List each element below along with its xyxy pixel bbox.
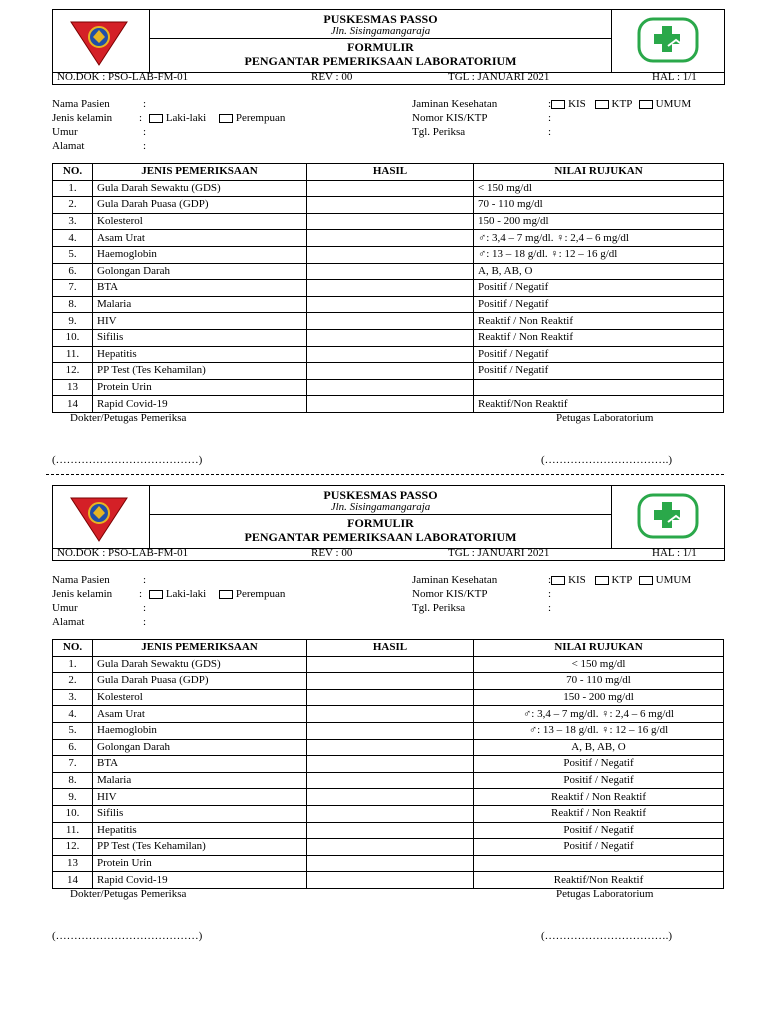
row-number: 9. (53, 313, 93, 330)
table-row (53, 756, 724, 773)
umum-label: UMUM (655, 98, 692, 110)
exam-date-label: Tgl. Periksa (412, 602, 466, 614)
header-center (150, 486, 611, 548)
result-cell[interactable] (307, 739, 474, 756)
table-row (53, 789, 724, 806)
colon: : (548, 602, 552, 614)
doctor-signature-label: Dokter/Petugas Pemeriksa (70, 888, 187, 900)
result-cell[interactable] (307, 656, 474, 673)
result-cell[interactable] (307, 379, 474, 396)
test-name: PP Test (Tes Kehamilan) (93, 363, 307, 380)
puskesmas-logo (611, 486, 724, 548)
colon: : (548, 126, 552, 138)
result-cell[interactable] (307, 197, 474, 214)
table-row (53, 739, 724, 756)
reference-value: Reaktif / Non Reaktif (474, 329, 724, 346)
gender-label: Jenis kelamin (52, 588, 113, 600)
colon: : (143, 616, 147, 628)
test-name: Asam Urat (93, 230, 307, 247)
document-date: TGL : JANUARI 2021 (448, 71, 550, 83)
lab-officer-signature-line[interactable]: (…………………………….) (541, 454, 673, 466)
form-label: FORMULIR (347, 516, 414, 530)
reference-value: ♂: 3,4 – 7 mg/dl. ♀: 2,4 – 6 mg/dl (474, 230, 724, 247)
colon: : (143, 140, 147, 152)
table-row (53, 230, 724, 247)
reference-value: Positif / Negatif (474, 839, 724, 856)
test-name: Haemoglobin (93, 722, 307, 739)
table-body (53, 180, 724, 412)
umum-label: UMUM (655, 574, 692, 586)
lab-test-table (52, 163, 724, 413)
reference-value: Reaktif/Non Reaktif (474, 872, 724, 889)
male-checkbox[interactable] (149, 590, 163, 599)
row-number: 13 (53, 855, 93, 872)
test-name: PP Test (Tes Kehamilan) (93, 839, 307, 856)
test-name: Haemoglobin (93, 246, 307, 263)
reference-value: < 150 mg/dl (474, 180, 724, 197)
test-name: Gula Darah Puasa (GDP) (93, 673, 307, 690)
table-row (53, 296, 724, 313)
table-row (53, 263, 724, 280)
result-cell[interactable] (307, 346, 474, 363)
table-row (53, 246, 724, 263)
institution-name: PUSKESMAS PASSO (323, 488, 438, 502)
gender-label: Jenis kelamin (52, 112, 113, 124)
row-number: 4. (53, 230, 93, 247)
result-cell[interactable] (307, 263, 474, 280)
female-checkbox[interactable] (219, 114, 233, 123)
result-cell[interactable] (307, 839, 474, 856)
form-label: FORMULIR (347, 40, 414, 54)
reference-value: Positif / Negatif (474, 772, 724, 789)
age-label: Umur (52, 126, 78, 138)
result-cell[interactable] (307, 756, 474, 773)
row-number: 2. (53, 673, 93, 690)
reference-value (474, 855, 724, 872)
colon: : (548, 98, 552, 110)
row-number: 3. (53, 213, 93, 230)
reference-value: Positif / Negatif (474, 363, 724, 380)
male-label: Laki-laki (165, 588, 207, 600)
reference-value: Reaktif/Non Reaktif (474, 396, 724, 413)
table-row (53, 396, 724, 413)
result-cell[interactable] (307, 230, 474, 247)
doc-number: NO.DOK : PSO-LAB-FM-01 (57, 547, 189, 559)
row-number: 13 (53, 379, 93, 396)
test-name: BTA (93, 280, 307, 297)
table-row (53, 772, 724, 789)
reference-value: 150 - 200 mg/dl (474, 689, 724, 706)
table-row (53, 805, 724, 822)
row-number: 8. (53, 772, 93, 789)
address-label: Alamat (52, 616, 85, 628)
doctor-signature-label: Dokter/Petugas Pemeriksa (70, 412, 187, 424)
lab-officer-signature-line[interactable]: (…………………………….) (541, 930, 673, 942)
test-name: Sifilis (93, 329, 307, 346)
row-number: 1. (53, 656, 93, 673)
test-name: Protein Urin (93, 855, 307, 872)
address-label: Alamat (52, 140, 85, 152)
female-label: Perempuan (235, 112, 286, 124)
result-cell[interactable] (307, 280, 474, 297)
form-header (52, 485, 725, 549)
test-name: Rapid Covid-19 (93, 872, 307, 889)
regional-emblem-logo (53, 486, 150, 548)
test-name: Gula Darah Sewaktu (GDS) (93, 656, 307, 673)
colon: : (143, 98, 147, 110)
table-row (53, 363, 724, 380)
card-number-label: Nomor KIS/KTP (412, 588, 488, 600)
test-name: Hepatitis (93, 346, 307, 363)
table-row (53, 656, 724, 673)
page-number: HAL : 1/1 (652, 71, 697, 83)
colon: : (143, 574, 147, 586)
reference-value: Reaktif / Non Reaktif (474, 789, 724, 806)
row-number: 7. (53, 756, 93, 773)
result-cell[interactable] (307, 213, 474, 230)
colon: : (143, 126, 147, 138)
test-name: Kolesterol (93, 689, 307, 706)
row-number: 7. (53, 280, 93, 297)
result-cell[interactable] (307, 805, 474, 822)
row-number: 14 (53, 396, 93, 413)
reference-value: A, B, AB, O (474, 263, 724, 280)
row-number: 2. (53, 197, 93, 214)
reference-value: Reaktif / Non Reaktif (474, 805, 724, 822)
result-cell[interactable] (307, 872, 474, 889)
umum-checkbox[interactable] (639, 100, 653, 109)
result-cell[interactable] (307, 246, 474, 263)
revision: REV : 00 (311, 71, 353, 83)
test-name: BTA (93, 756, 307, 773)
insurance-label: Jaminan Kesehatan (412, 98, 498, 110)
table-row (53, 822, 724, 839)
colon: : (548, 112, 552, 124)
doctor-signature-line[interactable]: (…………………………………) (52, 454, 203, 466)
kis-checkbox[interactable] (551, 576, 565, 585)
reference-value: ♂: 13 – 18 g/dl. ♀: 12 – 16 g/dl (474, 722, 724, 739)
lab-officer-signature-label: Petugas Laboratorium (556, 412, 654, 424)
cut-line (46, 474, 724, 475)
doctor-signature-line[interactable]: (…………………………………) (52, 930, 203, 942)
row-number: 1. (53, 180, 93, 197)
kis-label: KIS (568, 98, 586, 110)
kis-label: KIS (568, 574, 586, 586)
form-title: PENGANTAR PEMERIKSAAN LABORATORIUM (244, 54, 517, 68)
test-name: Rapid Covid-19 (93, 396, 307, 413)
test-name: Golongan Darah (93, 739, 307, 756)
column-header: HASIL (307, 640, 474, 657)
table-row (53, 689, 724, 706)
reference-value: Positif / Negatif (474, 296, 724, 313)
row-number: 11. (53, 822, 93, 839)
column-header: HASIL (307, 164, 474, 181)
form-header (52, 9, 725, 73)
result-cell[interactable] (307, 789, 474, 806)
table-row (53, 379, 724, 396)
reference-value: ♂: 13 – 18 g/dl. ♀: 12 – 16 g/dl (474, 246, 724, 263)
lab-test-table (52, 639, 724, 889)
male-checkbox[interactable] (149, 114, 163, 123)
table-row (53, 313, 724, 330)
reference-value: Positif / Negatif (474, 822, 724, 839)
test-name: Malaria (93, 772, 307, 789)
result-cell[interactable] (307, 722, 474, 739)
row-number: 10. (53, 805, 93, 822)
ktp-checkbox[interactable] (595, 576, 609, 585)
row-number: 12. (53, 839, 93, 856)
table-header-row (53, 164, 724, 181)
revision: REV : 00 (311, 547, 353, 559)
insurance-label: Jaminan Kesehatan (412, 574, 498, 586)
row-number: 10. (53, 329, 93, 346)
institution-address: Jln. Sisingamangaraja (330, 501, 431, 513)
result-cell[interactable] (307, 855, 474, 872)
umum-checkbox[interactable] (639, 576, 653, 585)
ktp-checkbox[interactable] (595, 100, 609, 109)
regional-emblem-logo (53, 10, 150, 72)
test-name: Sifilis (93, 805, 307, 822)
result-cell[interactable] (307, 363, 474, 380)
ktp-label: KTP (611, 98, 632, 110)
insurance-options (548, 574, 691, 586)
table-row (53, 839, 724, 856)
row-number: 4. (53, 706, 93, 723)
row-number: 3. (53, 689, 93, 706)
reference-value: 150 - 200 mg/dl (474, 213, 724, 230)
row-number: 12. (53, 363, 93, 380)
table-row (53, 706, 724, 723)
table-row (53, 346, 724, 363)
test-name: Gula Darah Puasa (GDP) (93, 197, 307, 214)
insurance-options (548, 98, 691, 110)
test-name: Gula Darah Sewaktu (GDS) (93, 180, 307, 197)
gender-options (139, 588, 285, 600)
result-cell[interactable] (307, 296, 474, 313)
patient-name-label: Nama Pasien (52, 98, 110, 110)
reference-value: Positif / Negatif (474, 756, 724, 773)
patient-name-label: Nama Pasien (52, 574, 110, 586)
test-name: Golongan Darah (93, 263, 307, 280)
row-number: 9. (53, 789, 93, 806)
table-row (53, 855, 724, 872)
result-cell[interactable] (307, 329, 474, 346)
result-cell[interactable] (307, 673, 474, 690)
column-header: JENIS PEMERIKSAAN (93, 164, 307, 181)
table-body (53, 656, 724, 888)
result-cell[interactable] (307, 772, 474, 789)
form-title: PENGANTAR PEMERIKSAAN LABORATORIUM (244, 530, 517, 544)
result-cell[interactable] (307, 689, 474, 706)
colon: : (548, 588, 552, 600)
female-label: Perempuan (235, 588, 286, 600)
row-number: 5. (53, 722, 93, 739)
kis-checkbox[interactable] (551, 100, 565, 109)
header-center (150, 10, 611, 72)
test-name: HIV (93, 789, 307, 806)
reference-value: < 150 mg/dl (474, 656, 724, 673)
puskesmas-logo (611, 10, 724, 72)
table-row (53, 872, 724, 889)
colon: : (548, 574, 552, 586)
column-header: NO. (53, 164, 93, 181)
row-number: 8. (53, 296, 93, 313)
column-header: NILAI RUJUKAN (474, 640, 724, 657)
result-cell[interactable] (307, 396, 474, 413)
reference-value: ♂: 3,4 – 7 mg/dl. ♀: 2,4 – 6 mg/dl (474, 706, 724, 723)
table-row (53, 213, 724, 230)
column-header: NILAI RUJUKAN (474, 164, 724, 181)
row-number: 6. (53, 263, 93, 280)
reference-value: 70 - 110 mg/dl (474, 197, 724, 214)
table-row (53, 329, 724, 346)
result-cell[interactable] (307, 822, 474, 839)
document-meta-row (52, 71, 725, 85)
table-row (53, 180, 724, 197)
row-number: 5. (53, 246, 93, 263)
colon: : (139, 112, 143, 124)
reference-value: Positif / Negatif (474, 346, 724, 363)
table-row (53, 722, 724, 739)
table-row (53, 197, 724, 214)
test-name: Protein Urin (93, 379, 307, 396)
reference-value: Reaktif / Non Reaktif (474, 313, 724, 330)
document-meta-row (52, 547, 725, 561)
result-cell[interactable] (307, 313, 474, 330)
test-name: HIV (93, 313, 307, 330)
test-name: Asam Urat (93, 706, 307, 723)
table-row (53, 673, 724, 690)
row-number: 14 (53, 872, 93, 889)
age-label: Umur (52, 602, 78, 614)
test-name: Kolesterol (93, 213, 307, 230)
table-header-row (53, 640, 724, 657)
female-checkbox[interactable] (219, 590, 233, 599)
card-number-label: Nomor KIS/KTP (412, 112, 488, 124)
exam-date-label: Tgl. Periksa (412, 126, 466, 138)
row-number: 6. (53, 739, 93, 756)
column-header: JENIS PEMERIKSAAN (93, 640, 307, 657)
institution-address: Jln. Sisingamangaraja (330, 25, 431, 37)
reference-value: A, B, AB, O (474, 739, 724, 756)
lab-officer-signature-label: Petugas Laboratorium (556, 888, 654, 900)
result-cell[interactable] (307, 706, 474, 723)
row-number: 11. (53, 346, 93, 363)
gender-options (139, 112, 285, 124)
male-label: Laki-laki (165, 112, 207, 124)
doc-number: NO.DOK : PSO-LAB-FM-01 (57, 71, 189, 83)
colon: : (143, 602, 147, 614)
table-row (53, 280, 724, 297)
reference-value: Positif / Negatif (474, 280, 724, 297)
reference-value (474, 379, 724, 396)
test-name: Malaria (93, 296, 307, 313)
ktp-label: KTP (611, 574, 632, 586)
column-header: NO. (53, 640, 93, 657)
reference-value: 70 - 110 mg/dl (474, 673, 724, 690)
colon: : (139, 588, 143, 600)
test-name: Hepatitis (93, 822, 307, 839)
result-cell[interactable] (307, 180, 474, 197)
document-date: TGL : JANUARI 2021 (448, 547, 550, 559)
institution-name: PUSKESMAS PASSO (323, 12, 438, 26)
page-number: HAL : 1/1 (652, 547, 697, 559)
